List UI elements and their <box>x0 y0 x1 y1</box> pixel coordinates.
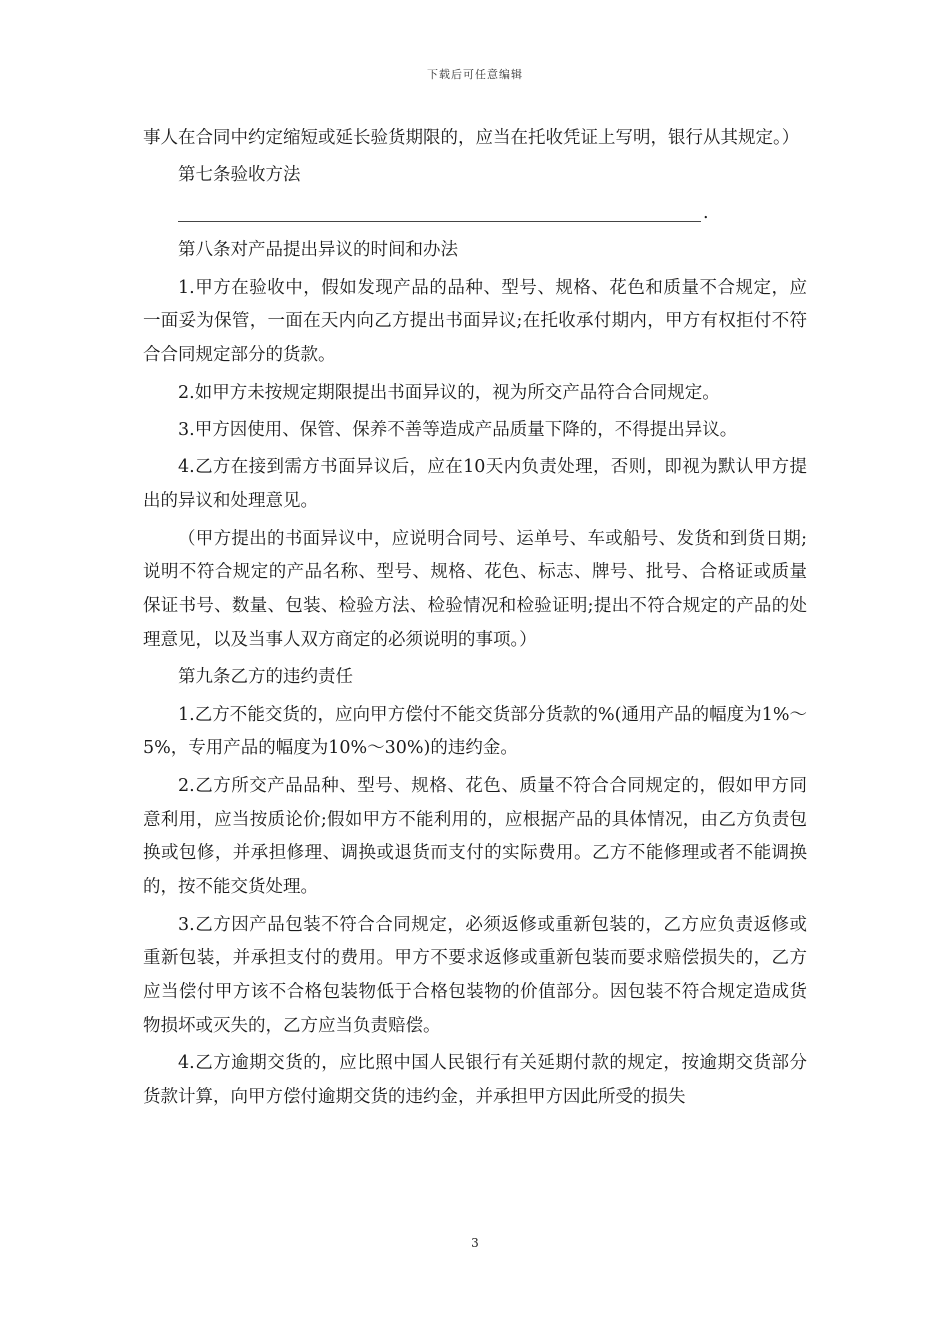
blank-line-period: . <box>703 202 709 223</box>
document-body <box>143 122 807 1119</box>
blank-underline <box>178 221 701 222</box>
article-8-heading: 第八条对产品提出异议的时间和办法 <box>178 240 458 261</box>
fill-in-blank-line <box>178 197 807 231</box>
page-header: 下载后可任意编辑 <box>427 68 523 81</box>
article-9-clause-1: 1.乙方不能交货的，应向甲方偿付不能交货部分货款的%(通用产品的幅度为1%～5%，专用产品的幅度为10%～30%)的违约金。 <box>143 704 807 759</box>
article-9-heading: 第九条乙方的违约责任 <box>178 667 353 688</box>
article-8-clause-1: 1.甲方在验收中，假如发现产品的品种、型号、规格、花色和质量不合规定，应一面妥为保管，一面在天内向乙方提出书面异议;在托收承付期内，甲方有权拒付不符合合同规定部分的货款。 <box>143 277 807 366</box>
article-9-clause-4: 4.乙方逾期交货的，应比照中国人民银行有关延期付款的规定，按逾期交货部分货款计算，向甲方偿付逾期交货的违约金，并承担甲方因此所受的损失 <box>143 1053 807 1108</box>
article-8-clause-4: 4.乙方在接到需方书面异议后，应在10天内负责处理，否则，即视为默认甲方提出的异议和处理意见。 <box>143 457 807 512</box>
article-9-clause-3: 3.乙方因产品包装不符合合同规定，必须返修或重新包装的，乙方应负责返修或重新包装，并承担支付的费用。甲方不要求返修或重新包装而要求赔偿损失的，乙方应当偿付甲方该不合格包装物低于合格包装物的价值部分。因包装不符合规定造成货物损坏或灭失的，乙方应当负责赔偿。 <box>143 914 807 1037</box>
paragraph-continuation: 事人在合同中约定缩短或延长验货期限的，应当在托收凭证上写明，银行从其规定。） <box>143 128 800 148</box>
article-8-clause-2: 2.如甲方未按规定期限提出书面异议的，视为所交产品符合合同规定。 <box>178 382 720 403</box>
article-7-heading: 第七条验收方法 <box>178 165 301 186</box>
article-8-note: （甲方提出的书面异议中，应说明合同号、运单号、车或船号、发货和到货日期;说明不符合规定的产品名称、型号、规格、花色、标志、牌号、批号、合格证或质量保证书号、数量、包装、检验方法、检验情况和检验证明;提出不符合规定的产品的处理意见，以及当事人双方商定的必须说明的事项。） <box>143 528 807 650</box>
article-8-clause-3: 3.甲方因使用、保管、保养不善等造成产品质量下降的，不得提出异议。 <box>178 419 738 440</box>
page-number: 3 <box>471 1236 479 1250</box>
article-9-clause-2: 2.乙方所交产品品种、型号、规格、花色、质量不符合合同规定的，假如甲方同意利用，应当按质论价;假如甲方不能利用的，应根据产品的具体情况，由乙方负责包换或包修，并承担修理、调换或退货而支付的实际费用。乙方不能修理或者不能调换的，按不能交货处理。 <box>143 775 807 898</box>
